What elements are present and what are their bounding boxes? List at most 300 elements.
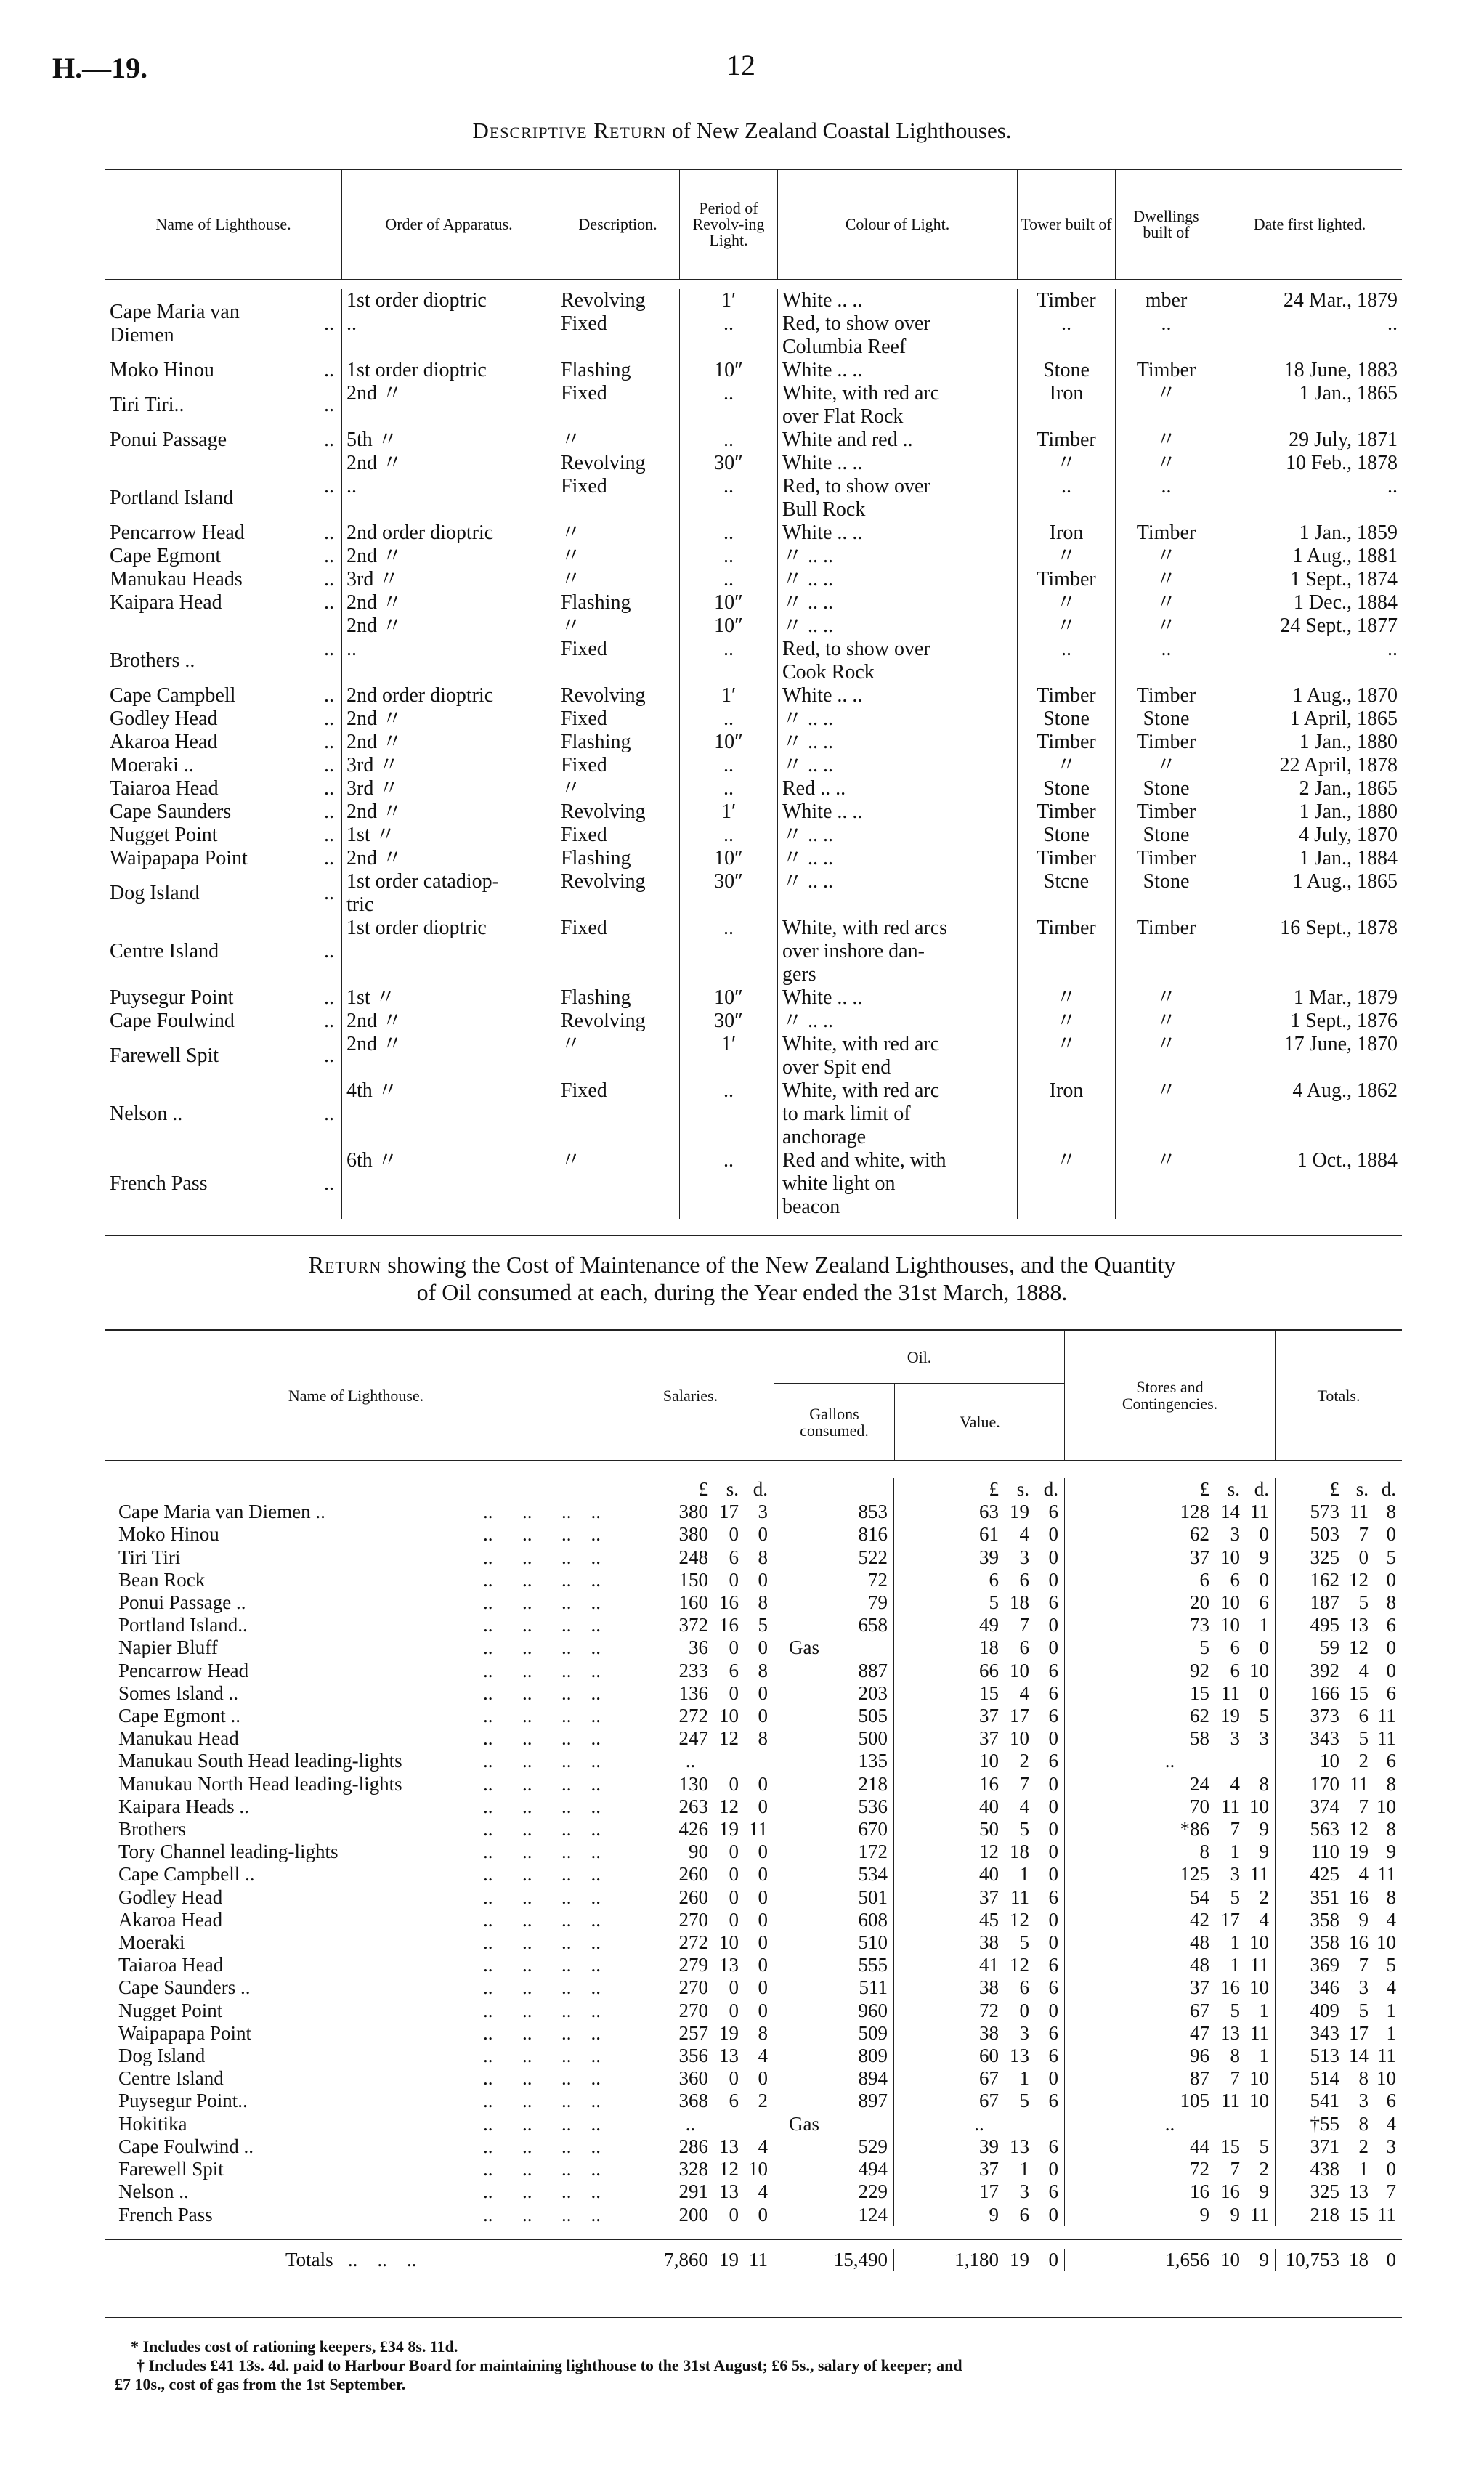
cell-colour: 〃 .. .. <box>777 754 1017 777</box>
cell-name <box>105 1909 607 1931</box>
col-name: Name of Lighthouse. <box>288 1386 424 1405</box>
amount-shillings: 13 <box>719 2135 739 2157</box>
leader-dots: .. .. .. .. <box>483 1546 601 1568</box>
cell-name: Cape Foulwind .. <box>105 1010 341 1033</box>
cell-date: 1 Mar., 1879 <box>1217 986 1402 1010</box>
amount-pounds: 503 <box>1310 1523 1339 1546</box>
cell-gallons: Gas <box>774 1636 893 1659</box>
cell-totals <box>1275 1931 1402 1954</box>
amount-pence: 6 <box>1048 2045 1058 2067</box>
leader-dots: .. .. .. .. <box>483 1636 601 1659</box>
table-row <box>105 2135 1402 2158</box>
table-row <box>105 870 1402 917</box>
amount-pence: 10 <box>1249 1659 1269 1681</box>
cell-totals <box>1275 1636 1402 1659</box>
cell-period: 10″ <box>679 591 777 614</box>
cell-salaries <box>607 2204 774 2226</box>
cell-totals <box>1275 2022 1402 2045</box>
cell-date: 18 June, 1883 <box>1217 359 1402 382</box>
cell-totals <box>1275 1886 1402 1909</box>
col-tower: Tower built of <box>1017 170 1115 279</box>
leader-dots: .. .. .. .. <box>483 2090 601 2112</box>
table-row <box>105 1727 1402 1750</box>
cell-date: 1 Jan., 1880 <box>1217 800 1402 824</box>
cell-colour: 〃 .. .. <box>777 1010 1017 1033</box>
amount-pounds: 10 <box>1320 1750 1339 1772</box>
table2-bottom-rule <box>105 2317 1402 2318</box>
amount-pounds: 270 <box>678 1999 708 2021</box>
cell-salaries <box>607 1569 774 1591</box>
cell-value <box>893 1773 1064 1796</box>
amount-shillings: 13 <box>1220 2021 1240 2044</box>
amount-shillings: 17 <box>719 1501 739 1523</box>
amount-shillings: 11 <box>1349 1772 1369 1795</box>
cell-value <box>893 1705 1064 1727</box>
cell-description: Fixed <box>556 824 679 847</box>
amount-pounds: 351 <box>1310 1886 1339 1908</box>
amount-pence: 6 <box>1048 1705 1058 1727</box>
amount-pounds: 58 <box>1190 1727 1209 1750</box>
cell-value <box>893 1591 1064 1614</box>
amount-pounds: 343 <box>1310 1727 1339 1750</box>
amount-pounds: 187 <box>1310 1591 1339 1614</box>
table-row <box>105 1546 1402 1569</box>
cell-period: .. <box>679 568 777 591</box>
cell-description: 〃 <box>556 1033 679 1079</box>
table-row <box>105 1523 1402 1546</box>
cell-stores <box>1064 1591 1275 1614</box>
amount-shillings: 6 <box>1019 1976 1029 1999</box>
amount-pounds: 218 <box>1310 2203 1339 2226</box>
amount-pounds: 392 <box>1310 1659 1339 1681</box>
amount-shillings: 0 <box>729 1636 739 1659</box>
cell-colour: White .. .. <box>777 522 1017 545</box>
cell-dwellings: Timber <box>1115 522 1217 545</box>
amount-pounds: 37 <box>979 1886 999 1908</box>
cell-period: .. <box>679 382 777 429</box>
cell-name <box>105 1931 607 1954</box>
amount-pence: 5 <box>758 1614 768 1636</box>
cell-tower: 〃 .. <box>1017 614 1115 684</box>
cell-stores <box>1064 2000 1275 2022</box>
amount-pounds: 160 <box>678 1591 708 1614</box>
cell-value <box>893 2135 1064 2158</box>
amount-shillings: 0 <box>1019 1999 1029 2021</box>
cell-totals <box>1275 1591 1402 1614</box>
cell-dwellings: Stone <box>1115 870 1217 917</box>
amount-pounds: 1,180 <box>954 2248 999 2271</box>
page-number: 12 <box>726 49 755 81</box>
amount-pence: 0 <box>1048 1546 1058 1568</box>
amount-pence: 6 <box>1048 1681 1058 1704</box>
amount-pounds: 373 <box>1310 1705 1339 1727</box>
amount-pounds: 63 <box>979 1501 999 1523</box>
amount-pence: 0 <box>1386 1523 1396 1546</box>
cell-stores <box>1064 2090 1275 2112</box>
amount-pounds: 150 <box>678 1568 708 1591</box>
amount-shillings: 0 <box>729 1886 739 1908</box>
amount-pounds: 5 <box>1199 1636 1209 1659</box>
cell-colour: 〃 .. .. <box>777 568 1017 591</box>
cell-gallons: 809 <box>774 2045 893 2067</box>
cell-gallons: 79 <box>774 1591 893 1614</box>
amount-pounds: 24 <box>1190 1772 1209 1795</box>
amount-pence: 8 <box>758 1727 768 1750</box>
leader-dots: .. .. .. .. <box>483 1750 601 1772</box>
amount-shillings: 19 <box>719 1818 739 1841</box>
amount-shillings: 9 <box>1358 1908 1369 1931</box>
cell-name <box>105 1886 607 1909</box>
cell-name: Puysegur Point .. <box>105 986 341 1010</box>
col-dwellings: Dwellings built of <box>1115 170 1217 279</box>
cell-date: 2 Jan., 1865 <box>1217 777 1402 800</box>
cell-order: 2nd 〃 <box>341 382 556 429</box>
cell-order: 3rd 〃 <box>341 777 556 800</box>
cell-name: Pencarrow Head .. <box>105 522 341 545</box>
cell-stores <box>1064 1546 1275 1569</box>
amount-pounds: 260 <box>678 1863 708 1886</box>
cell-salaries <box>607 1546 774 1569</box>
amount-pounds: 92 <box>1190 1659 1209 1681</box>
amount-shillings: 0 <box>729 1999 739 2021</box>
amount-pence: 0 <box>1048 2067 1058 2090</box>
cell-dwellings: 〃 <box>1115 1149 1217 1219</box>
amount-shillings: 6 <box>1230 1659 1240 1681</box>
cell-salaries <box>607 1660 774 1682</box>
table-row <box>105 591 1402 614</box>
lighthouse-name: Totals <box>285 2248 333 2271</box>
amount-pounds: 136 <box>678 1681 708 1704</box>
table-row <box>105 1773 1402 1796</box>
amount-shillings: 13 <box>1348 1614 1369 1636</box>
amount-pounds: 72 <box>979 1999 999 2021</box>
title-smallcaps: Return <box>308 1251 382 1278</box>
amount-shillings: 12 <box>1348 1818 1369 1841</box>
table-row <box>105 777 1402 800</box>
amount-shillings: 8 <box>1358 2067 1369 2090</box>
cell-tower: 〃 <box>1017 1010 1115 1033</box>
cell-order: 3rd 〃 <box>341 568 556 591</box>
cell-totals <box>1275 2067 1402 2090</box>
cell-stores <box>1064 2113 1275 2135</box>
amount-shillings: 7 <box>1019 1614 1029 1636</box>
amount-shillings: 19 <box>719 2248 739 2271</box>
amount-pounds: 356 <box>678 2045 708 2067</box>
amount-pounds: 328 <box>678 2158 708 2180</box>
cell-gallons: 534 <box>774 1863 893 1886</box>
cell-gallons: 510 <box>774 1931 893 1954</box>
amount-pounds: 42 <box>1190 1908 1209 1931</box>
amount-pence: 11 <box>749 1818 768 1841</box>
cell-description: Revolving <box>556 800 679 824</box>
amount-shillings: 19 <box>719 2021 739 2044</box>
amount-pounds: 37 <box>979 2158 999 2180</box>
cell-date: 1 Aug., 1865 <box>1217 870 1402 917</box>
cell-period: 30″ <box>679 870 777 917</box>
cell-totals <box>1275 2249 1402 2271</box>
amount-pence: 8 <box>1386 1886 1396 1908</box>
cell-value <box>893 1546 1064 1569</box>
amount-pounds: 438 <box>1310 2158 1339 2180</box>
amount-pounds: 380 <box>678 1501 708 1523</box>
cell-name: Cape Campbell .. <box>105 684 341 707</box>
amount-pence: 4 <box>1386 1976 1396 1999</box>
cell-name: Kaipara Head .. <box>105 591 341 614</box>
lighthouse-name: Manukau South Head leading-lights <box>118 1750 402 1772</box>
leader-dots: .. .. .. .. <box>483 1818 601 1841</box>
cell-salaries <box>607 1886 774 1909</box>
cell-period: .. <box>679 824 777 847</box>
amount-shillings: 4 <box>1019 1795 1029 1817</box>
amount-shillings: 7 <box>1230 1818 1240 1841</box>
amount-shillings: 19 <box>1010 1501 1029 1523</box>
amount-pence: 5 <box>1386 1546 1396 1568</box>
amount-shillings: 16 <box>719 1591 739 1614</box>
amount-shillings: 12 <box>1010 1954 1029 1976</box>
amount-pounds: 270 <box>678 1976 708 1999</box>
lighthouse-name: French Pass <box>118 2203 213 2226</box>
cell-gallons: 72 <box>774 1569 893 1591</box>
amount-shillings: 5 <box>1019 1818 1029 1841</box>
amount-empty: .. <box>1164 2112 1175 2135</box>
amount-shillings: 3 <box>1230 1727 1240 1750</box>
amount-pence: 0 <box>758 1523 768 1546</box>
cell-gallons: 500 <box>774 1727 893 1750</box>
lighthouse-name: Napier Bluff <box>118 1636 218 1659</box>
cell-dwellings: Timber <box>1115 684 1217 707</box>
leader-dots: .. .. .. .. <box>483 1976 601 1999</box>
table-row <box>105 1863 1402 1886</box>
cell-period: 1′ <box>679 1033 777 1079</box>
cell-colour: 〃 .. .. <box>777 847 1017 870</box>
amount-pounds: 130 <box>678 1772 708 1795</box>
amount-shillings: 12 <box>1348 1636 1369 1659</box>
cell-name <box>105 1501 607 1523</box>
leader-dots: .. .. .. .. <box>483 1772 601 1795</box>
amount-pounds: 263 <box>678 1795 708 1817</box>
cell-stores <box>1064 2135 1275 2158</box>
cell-dwellings: Stone <box>1115 777 1217 800</box>
amount-pence: 4 <box>1386 1908 1396 1931</box>
cell-salaries <box>607 2135 774 2158</box>
cell-tower: 〃 <box>1017 1033 1115 1079</box>
amount-shillings: 7 <box>1358 1795 1369 1817</box>
cell-tower: 〃 <box>1017 1149 1115 1219</box>
cell-date: 1 Oct., 1884 <box>1217 1149 1402 1219</box>
col-salaries: Salaries. <box>607 1331 774 1460</box>
amount-shillings: 5 <box>1019 2090 1029 2112</box>
cell-date: 1 Jan., 1865 <box>1217 382 1402 429</box>
table-row <box>105 1591 1402 1614</box>
cell-name <box>105 2000 607 2022</box>
amount-shillings: 6 <box>1358 1705 1369 1727</box>
leader-dots: .. .. .. .. <box>483 1501 601 1523</box>
cell-totals <box>1275 1954 1402 1976</box>
amount-shillings: 5 <box>1019 1931 1029 1954</box>
table-row <box>105 545 1402 568</box>
cell-name: Brothers .. .. <box>105 614 341 684</box>
cell-salaries <box>607 1636 774 1659</box>
cell-stores <box>1064 2158 1275 2180</box>
amount-pence: 3 <box>1386 2135 1396 2157</box>
amount-pounds: 426 <box>678 1818 708 1841</box>
amount-shillings: s. <box>1227 1478 1240 1500</box>
cell-dwellings: 〃 <box>1115 429 1217 452</box>
amount-pence: 0 <box>1386 1636 1396 1659</box>
leader-dots: .. .. .. .. <box>483 1841 601 1863</box>
cell-period: .. <box>679 1079 777 1149</box>
table-row <box>105 2204 1402 2226</box>
table-row <box>105 614 1402 684</box>
amount-pence: 6 <box>1048 1659 1058 1681</box>
col-gallons: Gallons consumed. <box>800 1404 869 1440</box>
amount-pounds: 45 <box>979 1908 999 1931</box>
cell-order: 2nd 〃 <box>341 731 556 754</box>
cell-value <box>893 2067 1064 2090</box>
table-row <box>105 1909 1402 1931</box>
amount-pence: 10 <box>1249 1795 1269 1817</box>
amount-shillings: 12 <box>719 2158 739 2180</box>
cell-tower: Stone <box>1017 824 1115 847</box>
cell-order: 2nd order dioptric <box>341 522 556 545</box>
cell-name <box>105 1750 607 1772</box>
amount-shillings: 6 <box>1019 1636 1029 1659</box>
amount-pence: 3 <box>758 1501 768 1523</box>
cell-gallons: 670 <box>774 1818 893 1841</box>
lighthouse-name: Pencarrow Head <box>118 1659 249 1681</box>
amount-pounds: 96 <box>1190 2045 1209 2067</box>
cell-order: 2nd 〃 .. <box>341 614 556 684</box>
cell-colour: White, with red arc to mark limit of anchorage <box>777 1079 1017 1149</box>
amount-pounds: 60 <box>979 2045 999 2067</box>
table-row <box>105 1501 1402 1523</box>
cell-name <box>105 1614 607 1636</box>
amount-shillings: 3 <box>1230 1523 1240 1546</box>
cell-period: 10″ <box>679 359 777 382</box>
amount-pence: 0 <box>1048 1841 1058 1863</box>
cell-tower: Stcne <box>1017 870 1115 917</box>
cell-colour: White .. .. <box>777 986 1017 1010</box>
table-row <box>105 847 1402 870</box>
amount-pence: 0 <box>1259 1636 1269 1659</box>
amount-shillings: 5 <box>1358 1727 1369 1750</box>
lighthouse-name: Akaroa Head <box>118 1908 223 1931</box>
cell-name <box>105 1954 607 1976</box>
col-order: Order of Apparatus. <box>341 170 556 279</box>
amount-shillings: 0 <box>1358 1546 1369 1568</box>
title-line1: showing the Cost of Maintenance of the New Zealand Lighthouses, and the Quantity <box>387 1251 1176 1278</box>
totals-row <box>105 2239 1402 2283</box>
amount-pence: 8 <box>1386 1772 1396 1795</box>
cell-description: Flashing <box>556 847 679 870</box>
amount-pence: d. <box>753 1478 768 1500</box>
amount-pounds: 279 <box>678 1954 708 1976</box>
cell-stores <box>1064 2045 1275 2067</box>
lighthouse-name: Waipapapa Point <box>118 2021 252 2044</box>
amount-shillings: 10 <box>1220 1614 1240 1636</box>
cell-order: 2nd 〃 <box>341 591 556 614</box>
amount-shillings: 15 <box>1348 2203 1369 2226</box>
cell-stores <box>1064 1682 1275 1705</box>
amount-pence: 10 <box>1249 2067 1269 2090</box>
amount-shillings: 3 <box>1019 2180 1029 2203</box>
cell-date: 4 Aug., 1862 <box>1217 1079 1402 1149</box>
table-row <box>105 359 1402 382</box>
amount-empty: .. <box>1164 1750 1175 1772</box>
table-row <box>105 1841 1402 1863</box>
leader-dots: .. .. .. .. <box>483 2180 601 2203</box>
table-row <box>105 917 1402 986</box>
cell-order: 2nd 〃 <box>341 800 556 824</box>
cell-dwellings: Stone <box>1115 707 1217 731</box>
cell-order: 1st order catadiop- tric <box>341 870 556 917</box>
cell-salaries <box>607 1750 774 1772</box>
cell-name: Akaroa Head .. <box>105 731 341 754</box>
cell-colour: 〃 .. .. <box>777 591 1017 614</box>
table-row <box>105 429 1402 452</box>
table-row <box>105 754 1402 777</box>
cell-gallons: 960 <box>774 2000 893 2022</box>
amount-pounds: 272 <box>678 1931 708 1954</box>
amount-shillings: 13 <box>1348 2180 1369 2203</box>
amount-shillings: 11 <box>1221 1681 1240 1704</box>
cell-dwellings: 〃 .. <box>1115 614 1217 684</box>
cell-date: 1 Sept., 1876 <box>1217 1010 1402 1033</box>
amount-pence: 10 <box>1376 2067 1396 2090</box>
cell-name <box>105 1569 607 1591</box>
table-row <box>105 1079 1402 1149</box>
cell-salaries <box>607 1591 774 1614</box>
cell-totals <box>1275 1501 1402 1523</box>
amount-shillings: 13 <box>719 2180 739 2203</box>
amount-pounds: 170 <box>1310 1772 1339 1795</box>
cell-order: 5th 〃 <box>341 429 556 452</box>
cell-stores <box>1064 1569 1275 1591</box>
amount-pounds: 563 <box>1310 1818 1339 1841</box>
amount-pence: 1 <box>1259 1614 1269 1636</box>
cell-dwellings: 〃 <box>1115 568 1217 591</box>
amount-pence: 8 <box>1386 1591 1396 1614</box>
amount-pence: 0 <box>758 1999 768 2021</box>
amount-shillings: 19 <box>1010 2248 1029 2271</box>
amount-pence: 10 <box>1376 1795 1396 1817</box>
amount-pounds: 36 <box>689 1636 708 1659</box>
cell-period: 10″ .. <box>679 614 777 684</box>
amount-pounds: £ <box>698 1478 708 1500</box>
cell-stores <box>1064 2249 1275 2271</box>
amount-shillings: 4 <box>1019 1523 1029 1546</box>
cell-totals <box>1275 2090 1402 2112</box>
cell-order: 2nd 〃 <box>341 545 556 568</box>
amount-pence: 5 <box>1259 2135 1269 2157</box>
cell-gallons: 522 <box>774 1546 893 1569</box>
amount-pence: 8 <box>758 1591 768 1614</box>
cell-gallons: 509 <box>774 2022 893 2045</box>
cell-totals <box>1275 2180 1402 2203</box>
amount-shillings: 18 <box>1348 2248 1369 2271</box>
amount-shillings: 6 <box>1230 1636 1240 1659</box>
cell-value <box>893 1909 1064 1931</box>
amount-pounds: 38 <box>979 2021 999 2044</box>
cell-date: 22 April, 1878 <box>1217 754 1402 777</box>
lighthouse-name: Nugget Point <box>118 1999 223 2021</box>
amount-pounds: 73 <box>1190 1614 1209 1636</box>
amount-pounds: 343 <box>1310 2021 1339 2044</box>
cell-totals <box>1275 1682 1402 1705</box>
table-row <box>105 684 1402 707</box>
amount-pounds: 200 <box>678 2203 708 2226</box>
cell-totals <box>1275 1976 1402 1999</box>
